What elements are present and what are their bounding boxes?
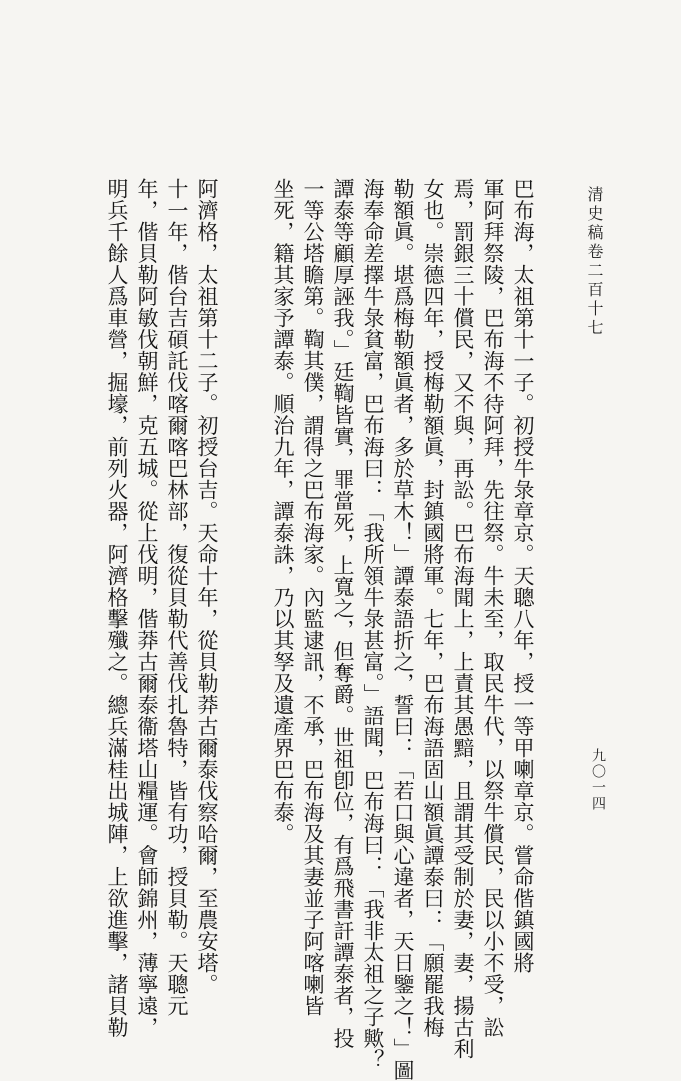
text-column-9: 坐死，籍其家予譚泰。順治九年，譚泰誅，乃以其孥及遺產界巴布泰。 xyxy=(271,178,295,845)
text-column-7: 譚泰等顧厚誣我。」廷鞫皆實，罪當死，上寬之，但奪爵。世祖卽位，有爲飛書訐譚泰者，投 xyxy=(331,178,355,1049)
page-number: 九〇一四 xyxy=(590,748,606,812)
running-header: 清史稿卷二百十七 xyxy=(585,186,604,338)
text-column-4: 女也。崇德四年，授梅勒額眞，封鎮國將軍。七年，巴布海語固山額眞譚泰曰：「願罷我梅 xyxy=(421,178,445,1038)
text-column-5: 勒額眞。堪爲梅勒額眞者，多於草木！」譚泰語折之，誓曰：「若口與心違者，天日鑒之！」圖 xyxy=(391,178,415,1081)
text-column-3: 焉，罰銀三十償民，又不與，再訟。巴布海聞上，上責其愚黯，且謂其受制於妻，妻，揚古利 xyxy=(451,178,475,1060)
text-column-14: 明兵千餘人爲車營，掘壕，前列火器，阿濟格擊殲之。總兵滿桂出城陣，上欲進擊，諸貝勒 xyxy=(105,178,129,1038)
text-column-2: 軍阿拜祭陵，巴布海不待阿拜，先往祭。牛未至，取民牛代，以祭牛償民，民以小不受，訟 xyxy=(481,178,505,1038)
text-column-8: 一等公塔瞻第。鞫其僕，謂得之巴布海家。內監逮訊，不承，巴布海及其妻並子阿喀喇皆 xyxy=(301,178,325,1017)
text-column-6: 海奉命差擇牛彔貧富，巴布海曰：「我所領牛彔甚富。」語聞，巴布海曰：「我非太祖之子歟？ xyxy=(361,178,385,1071)
text-column-1: 巴布海，太祖第十一子。初授牛彔章京。天聰八年，授一等甲喇章京。嘗命偕鎮國將 xyxy=(511,178,535,974)
text-column-11: 阿濟格，太祖第十二子。初授台吉。天命十年，從貝勒莽古爾泰伐察哈爾，至農安塔。 xyxy=(195,178,219,995)
text-column-12: 十一年，偕台吉碩託伐喀爾喀巴林部，復從貝勒代善伐扎魯特，皆有功，授貝勒。天聰元 xyxy=(165,178,189,1017)
section-spacer xyxy=(224,170,225,880)
text-column-13: 年，偕貝勒阿敏伐朝鮮，克五城。從上伐明，偕莽古爾泰衞塔山糧運。會師錦州，薄寧遠， xyxy=(135,178,159,1038)
